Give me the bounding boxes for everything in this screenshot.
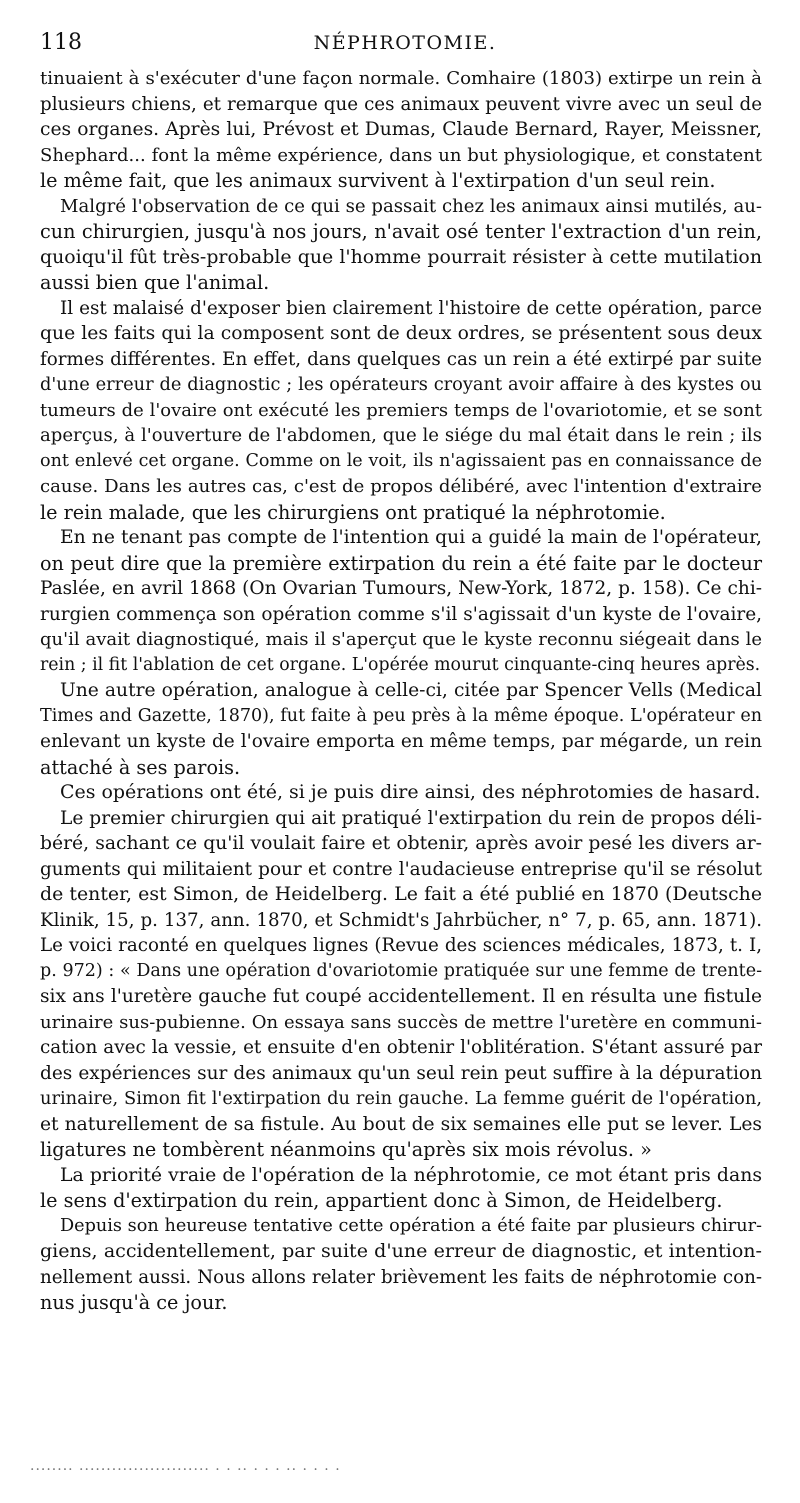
text-line: Le voici raconté en quelques lignes (Revue des sciences médicales, 1873, t. I, <box>40 935 762 956</box>
paragraph <box>40 806 762 1163</box>
text-line: Paslée, en avril 1868 (On Ovarian Tumours, New-York, 1872, p. 158). Ce chi- <box>40 578 762 599</box>
text-line: de tenter, est Simon, de Heidelberg. Le fait a été publié en 1870 (Deutsche <box>40 883 762 905</box>
paragraph <box>40 525 762 678</box>
text-line: p. 972) : « Dans une opération d'ovariotomie pratiquée sur une femme de trente- <box>40 960 762 981</box>
text-line: Le premier chirurgien qui ait pratiqué l'extirpation du rein de propos déli- <box>60 807 762 829</box>
text-line: tinuaient à s'exécuter d'une façon normale. Comhaire (1803) extirpe un rein à <box>40 68 762 89</box>
text-line: guments qui militaient pour et contre l'audacieuse entreprise qu'il se résolut <box>40 858 762 880</box>
text-line: cun chirurgien, jusqu'à nos jours, n'avait osé tenter l'extraction d'un rein, <box>40 220 762 243</box>
paragraph <box>40 1214 762 1316</box>
text-line: rein ; il fit l'ablation de cet organe. L'opérée mourut cinquante-cinq heures après. <box>40 654 761 675</box>
text-line: tumeurs de l'ovaire ont exécuté les premiers temps de l'ovariotomie, et se sont <box>40 399 762 421</box>
text-line: attaché à ses parois. <box>40 755 241 779</box>
text-line: qu'il avait diagnostiqué, mais il s'aperçut que le kyste reconnu siégeait dans le <box>40 629 762 650</box>
text-line: urinaire, Simon fit l'extirpation du rein gauche. La femme guérit de l'opération, <box>40 1088 762 1109</box>
text-line: et naturellement de sa fistule. Au bout de six semaines elle put se lever. Les <box>40 1113 762 1135</box>
text-line: Une autre opération, analogue à celle-ci, citée par Spencer Vells (Medical <box>60 680 762 701</box>
text-line: nus jusqu'à ce jour. <box>40 1291 228 1314</box>
text-line: La priorité vraie de l'opération de la néphrotomie, ce mot étant pris dans <box>60 1164 762 1186</box>
paragraph <box>40 678 762 780</box>
text-line: ont enlevé cet organe. Comme on le voit, ils n'agissaient pas en connaissance de <box>40 450 762 471</box>
text-line: Depuis son heureuse tentative cette opération a été faite par plusieurs chirur- <box>60 1215 762 1236</box>
paragraph <box>40 780 762 806</box>
text-line: cation avec la vessie, et ensuite d'en obtenir l'oblitération. S'étant assuré par <box>40 1037 762 1058</box>
text-line: on peut dire que la première extirpation du rein a été faite par le docteur <box>40 551 762 575</box>
text-line: d'une erreur de diagnostic ; les opérateurs croyant avoir affaire à des kystes ou <box>40 374 762 395</box>
text-line: Klinik, 15, p. 137, ann. 1870, et Schmidt's Jahrbücher, n° 7, p. 65, ann. 1871). <box>40 909 762 931</box>
text-line: cause. Dans les autres cas, c'est de propos délibéré, avec l'intention d'extraire <box>40 476 762 497</box>
text-line: Times and Gazette, 1870), fut faite à peu près à la même époque. L'opérateur en <box>40 705 762 726</box>
paragraph <box>40 296 762 526</box>
text-line: six ans l'uretère gauche fut coupé accidentellement. Il en résulta une fistule <box>40 986 762 1007</box>
text-line: formes différentes. En effet, dans quelques cas un rein a été extirpé par suite <box>40 348 762 370</box>
text-line: quoiqu'il fût très-probable que l'homme pourrait résister à cette mutilation <box>40 245 762 268</box>
text-line: ligatures ne tombèrent néanmoins qu'après six mois révolus. » <box>40 1138 652 1161</box>
paragraph <box>40 66 762 194</box>
body-text <box>40 66 762 1316</box>
page-number: 118 <box>40 30 82 55</box>
text-line: béré, sachant ce qu'il voulait faire et obtenir, après avoir pesé les divers ar- <box>40 833 762 854</box>
page-bottom-rule: ········ ························ · · ·· · · · ·· · · · · <box>30 1462 341 1478</box>
running-header <box>40 30 770 60</box>
text-line: Shephard... font la même expérience, dans un but physiologique, et constatent <box>40 144 762 166</box>
text-line: giens, accidentellement, par suite d'une erreur de diagnostic, et intention- <box>40 1240 762 1262</box>
text-line: ces organes. Après lui, Prévost et Dumas, Claude Bernard, Rayer, Meissner, <box>40 119 762 140</box>
text-line: le rein malade, que les chirurgiens ont pratiqué la néphrotomie. <box>40 500 666 524</box>
text-line: le sens d'extirpation du rein, appartient donc à Simon, de Heidelberg. <box>40 1189 723 1212</box>
text-line: urinaire sus-pubienne. On essaya sans succès de mettre l'uretère en communi- <box>40 1011 762 1033</box>
text-line: Ces opérations ont été, si je puis dire ainsi, des néphrotomies de hasard. <box>60 781 761 803</box>
text-line: En ne tenant pas compte de l'intention qui a guidé la main de l'opérateur, <box>60 527 762 548</box>
text-line: rurgien commença son opération comme s'il s'agissait d'un kyste de l'ovaire, <box>40 603 762 625</box>
paragraph <box>40 1163 762 1214</box>
text-line: nellement aussi. Nous allons relater brièvement les faits de néphrotomie con- <box>40 1266 762 1288</box>
text-line: Il est malaisé d'exposer bien clairement l'histoire de cette opération, parce <box>60 297 762 319</box>
text-line: Malgré l'observation de ce qui se passait chez les animaux ainsi mutilés, au- <box>60 195 762 217</box>
text-line: aperçus, à l'ouverture de l'abdomen, que le siége du mal était dans le rein ; ils <box>40 425 762 446</box>
text-line: des expériences sur des animaux qu'un seul rein peut suffire à la dépuration <box>40 1062 762 1084</box>
text-line: le même fait, que les animaux survivent à l'extirpation d'un seul rein. <box>40 169 716 192</box>
paragraph <box>40 194 762 296</box>
text-line: enlevant un kyste de l'ovaire emporta en même temps, par mégarde, un rein <box>40 731 762 752</box>
running-title: NÉPHROTOMIE. <box>313 32 497 54</box>
text-line: que les faits qui la composent sont de deux ordres, se présentent sous deux <box>40 323 762 344</box>
text-line: plusieurs chiens, et remarque que ces animaux peuvent vivre avec un seul de <box>40 93 762 115</box>
text-line: aussi bien que l'animal. <box>40 271 270 294</box>
